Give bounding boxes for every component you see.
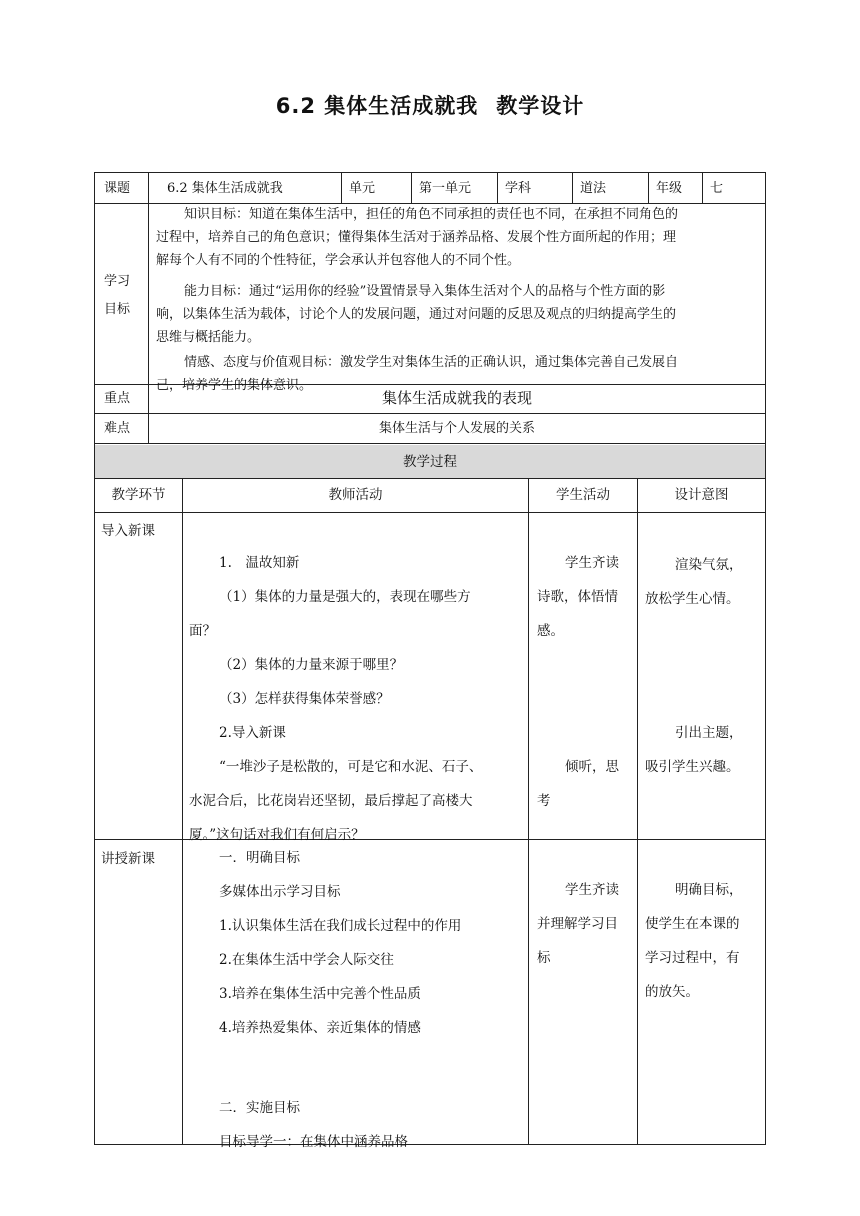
unit-label: 单元 [349,181,376,196]
objectives-label-1: 学习 [104,274,131,289]
intro-student-line: 诗歌，体悟情 [537,589,618,605]
subject-value: 道法 [580,181,607,196]
intro-teacher-line: 面？ [189,623,216,639]
intro-student-activity-a [537,546,635,648]
lesson-student-line: 标 [537,950,551,966]
lesson-teacher-line: 目标导学一：在集体中涵养品格 [219,1134,408,1150]
lesson-teacher-line [189,1045,525,1079]
lesson-teacher-activity [189,841,525,1159]
lesson-teacher-line: 多媒体出示学习目标 [219,884,341,900]
lesson-intent-line: 的放矢。 [645,984,699,1000]
intro-teacher-line: “一堆沙子是松散的，可是它和水泥、石子、 [219,759,483,775]
col-teacher: 教师活动 [328,487,383,503]
lesson-intent-line: 学习过程中，有 [645,950,740,966]
lesson-teacher-line: 二．实施目标 [219,1100,300,1116]
lesson-teacher-line: 2.在集体生活中学会人际交往 [219,952,394,968]
intro-intent-line: 吸引学生兴趣。 [645,759,740,775]
ability-line-1: 能力目标：通过“运用你的经验”设置情景导入集体生活对个人的品格与个性方面的影 [184,284,666,299]
intro-intent-b [645,716,763,784]
course-label: 课题 [104,181,131,196]
title-main: 6.2 集体生活成就我 [275,94,479,118]
col-student: 学生活动 [556,487,610,503]
intro-student-line: 学生齐读 [565,555,619,571]
lesson-intent-line: 明确目标， [675,882,743,898]
lesson-teacher-line: 4.培养热爱集体、亲近集体的情感 [219,1020,421,1036]
key-point-label: 重点 [104,391,131,406]
document-title [0,90,860,120]
intro-student-line: 考 [537,793,551,809]
lesson-student-line: 学生齐读 [565,882,619,898]
lesson-intent-line: 使学生在本课的 [645,916,740,932]
intro-teacher-line: 水泥合后，比花岗岩还坚韧，最后撑起了高楼大 [189,793,473,809]
intro-student-line: 感。 [537,623,564,639]
lesson-teacher-line: 一．明确目标 [219,850,300,866]
intro-teacher-line: 2.导入新课 [219,725,286,741]
difficult-point-label: 难点 [104,421,131,436]
intro-teacher-line: （2）集体的力量来源于哪里？ [219,657,404,673]
intro-student-activity-b [537,750,635,818]
stage-intro: 导入新课 [101,523,155,539]
lesson-intent [645,873,763,1009]
grade-label: 年级 [656,181,683,196]
intro-teacher-line: （1）集体的力量是强大的，表现在哪些方 [219,589,471,605]
col-stage: 教学环节 [111,487,166,503]
lesson-teacher-line: 1.认识集体生活在我们成长过程中的作用 [219,918,462,934]
ability-line-2: 响，以集体生活为载体，讨论个人的发展问题，通过对问题的反思及观点的归纳提高学生的 [156,307,677,322]
grade-value: 七 [710,181,724,196]
lesson-student-line: 并理解学习目 [537,916,618,932]
intro-intent-a [645,548,763,616]
course-value: 6.2 集体生活成就我 [167,181,283,196]
lesson-student-activity [537,873,635,975]
objectives-label-2: 目标 [104,302,131,317]
intro-intent-line: 渲染气氛， [675,557,743,573]
intro-teacher-line: 厦。”这句话对我们有何启示？ [189,827,365,843]
intro-intent-line: 放松学生心情。 [645,591,740,607]
process-heading: 教学过程 [403,454,457,470]
difficult-point-value: 集体生活与个人发展的关系 [378,421,535,436]
ability-line-3: 思维与概括能力。 [156,330,261,345]
intro-teacher-line: （3）怎样获得集体荣誉感？ [219,691,390,707]
unit-value: 第一单元 [419,181,472,196]
intro-student-line: 倾听，思 [565,759,619,775]
objectives-text [156,203,762,397]
intro-teacher-line: 1. 温故知新 [219,555,300,571]
intro-intent-line: 引出主题， [675,725,743,741]
knowledge-line-1: 知识目标：知道在集体生活中，担任的角色不同承担的责任也不同，在承担不同角色的 [184,207,679,222]
attitude-line-2: 己，培养学生的集体意识。 [156,378,313,393]
lesson-teacher-line: 3.培养在集体生活中完善个性品质 [219,986,421,1002]
col-intent: 设计意图 [674,487,729,503]
stage-new-lesson: 讲授新课 [101,851,155,867]
title-suffix: 教学设计 [496,94,585,118]
intro-teacher-activity [189,546,525,852]
subject-label: 学科 [505,181,532,196]
key-point-value: 集体生活成就我的表现 [381,389,532,407]
knowledge-line-3: 解每个人有不同的个性特征，学会承认并包容他人的不同个性。 [156,253,521,268]
knowledge-line-2: 过程中，培养自己的角色意识；懂得集体生活对于涵养品格、发展个性方面所起的作用；理 [156,230,677,245]
attitude-line-1: 情感、态度与价值观目标：激发学生对集体生活的正确认识，通过集体完善自己发展自 [184,355,679,370]
